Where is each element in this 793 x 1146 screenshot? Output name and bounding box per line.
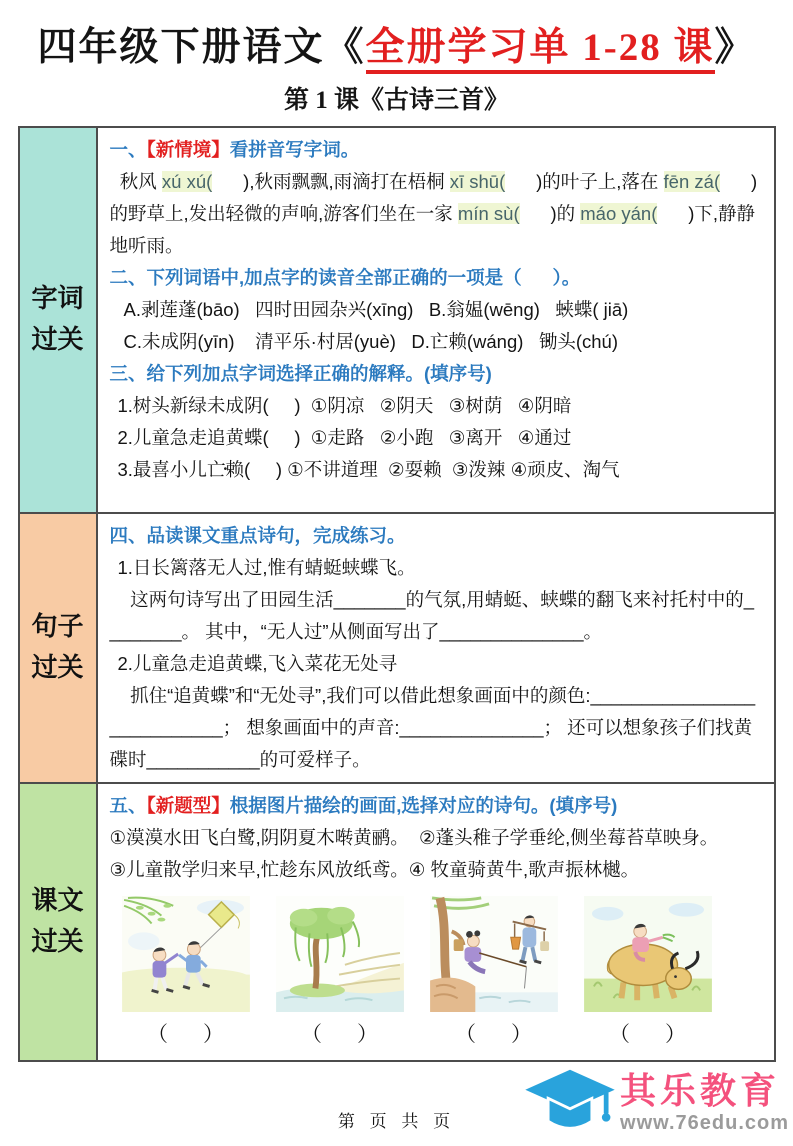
words-content xyxy=(98,128,774,512)
table-row-text xyxy=(20,782,774,1060)
question-2-option-line-2: C.未成阴 •(yīn) 清平乐 •·村居(yuè) D.亡 •赖(wáng) 锄 •头(chú) xyxy=(110,326,764,358)
answer-blank-3: （ ） xyxy=(454,1022,532,1046)
ox-scene-drawing xyxy=(584,896,712,1012)
row-label-words xyxy=(20,128,98,512)
answer-blank-row xyxy=(110,1018,764,1048)
question-5-poem-line-2: ③儿童散学归来早,忙趁东风放纸鸢。④ 牧童骑黄牛,歌声振林樾。 xyxy=(109,858,640,880)
lesson-subtitle: 第 1 课《古诗三首》 xyxy=(283,86,509,114)
question-5-title: 五、【新题型】根据图片描绘的画面,选择对应的诗句。(填序号) xyxy=(109,794,618,816)
text-content xyxy=(98,784,774,1060)
illustration-row xyxy=(110,896,764,1012)
question-4-item-1-fill-blank: 这两句诗写出了田园生活_______的气氛,用蜻蜓、蛱蝶的翻飞来衬托村中的________。 其中，“无人过”从侧面写出了______________。 xyxy=(109,588,755,642)
worksheet-table xyxy=(18,126,776,1062)
illustration-children-flying-kite xyxy=(122,896,250,1012)
question-3-item-3: 3.最喜小儿亡赖 •( ) ①不讲道理 ②耍赖 ③泼辣 ④顽皮、淘气 xyxy=(110,454,764,486)
graduation-cap-icon xyxy=(522,1066,618,1144)
sentences-content xyxy=(98,514,774,782)
question-3-item-1: 1.树头新绿未成阴 •( ) ①阴凉 ②阴天 ③树荫 ④阴暗 xyxy=(110,390,764,422)
question-1-title: 一、【新情境】看拼音写字词。 xyxy=(109,138,360,160)
answer-blank-1: （ ） xyxy=(146,1022,224,1046)
page-title xyxy=(0,24,793,73)
question-4-item-1: 1.日长篱落无人过,惟有蜻蜓蛱蝶飞。 xyxy=(117,556,416,578)
row-label-sentences-text: 句子过关 xyxy=(31,612,84,682)
table-row-sentences xyxy=(20,512,774,782)
publisher-watermark xyxy=(518,1066,789,1144)
question-2-title: 二、下列词语中,加点字的读音全部正确的一项是（ ）。 xyxy=(109,266,581,288)
illustration-child-fishing xyxy=(430,896,558,1012)
illustration-child-riding-ox xyxy=(584,896,712,1012)
question-2-option-line-1: A.剥 •莲蓬(bāo) 四时田园杂兴 •(xīng) B.翁媪 •(wēng) 蛱 •蝶( jiā) xyxy=(110,294,764,326)
pinyin-passage: 秋风 xú xú( ),秋雨飘飘,雨滴打在梧桐 xī shū( )的叶子上,落在 fēn zá( )的野草上,发出轻微的声响,游客们坐在一家 mín sù( )的 máo yán( )下,静静地听雨。 xyxy=(109,170,758,256)
question-4-item-2-fill-blank: 抓住“追黄蝶”和“无处寻”,我们可以借此想象画面中的颜色:___________________________； 想象画面中的声音:______________； 还可以想象孩子们找黄碟时___________的可爱样子。 xyxy=(109,684,756,770)
question-4-item-2: 2.儿童急走追黄蝶,飞入菜花无处寻 xyxy=(117,652,398,674)
row-label-text-text: 课文过关 xyxy=(31,886,84,956)
illustration-willow-tree xyxy=(276,896,404,1012)
table-row-words xyxy=(20,128,774,512)
question-3-item-2: 2.儿童急走 •追黄蝶( ) ①走路 ②小跑 ③离开 ④通过 xyxy=(110,422,764,454)
question-4-title: 四、品读课文重点诗句，完成练习。 xyxy=(109,524,406,546)
kite-scene-drawing xyxy=(122,896,250,1012)
answer-blank-4: （ ） xyxy=(608,1022,686,1046)
page-title-prefix: 四年级下册语文《 xyxy=(37,26,366,69)
fishing-scene-drawing xyxy=(430,896,558,1012)
page-title-highlight: 全册学习单 1-28 课 xyxy=(366,26,715,74)
row-label-text xyxy=(20,784,98,1060)
question-3-title: 三、给下列加点字词选择正确的解释。(填序号) xyxy=(109,362,492,384)
row-label-words-text: 字词过关 xyxy=(31,284,84,354)
publisher-brand-name: 其乐教育 xyxy=(620,1070,781,1111)
page-number-footer: 第 页 共 页 xyxy=(337,1112,456,1131)
page-title-suffix: 》 xyxy=(714,26,756,69)
answer-blank-2: （ ） xyxy=(300,1022,378,1046)
publisher-url: www.76edu.com xyxy=(620,1111,789,1134)
willow-scene-drawing xyxy=(276,896,404,1012)
question-5-poem-line-1: ①漠漠水田飞白鹭,阴阴夏木啭黄鹂。 ②蓬头稚子学垂纶,侧坐莓苔草映身。 xyxy=(109,826,719,848)
publisher-text xyxy=(620,1066,789,1135)
row-label-sentences xyxy=(20,514,98,782)
